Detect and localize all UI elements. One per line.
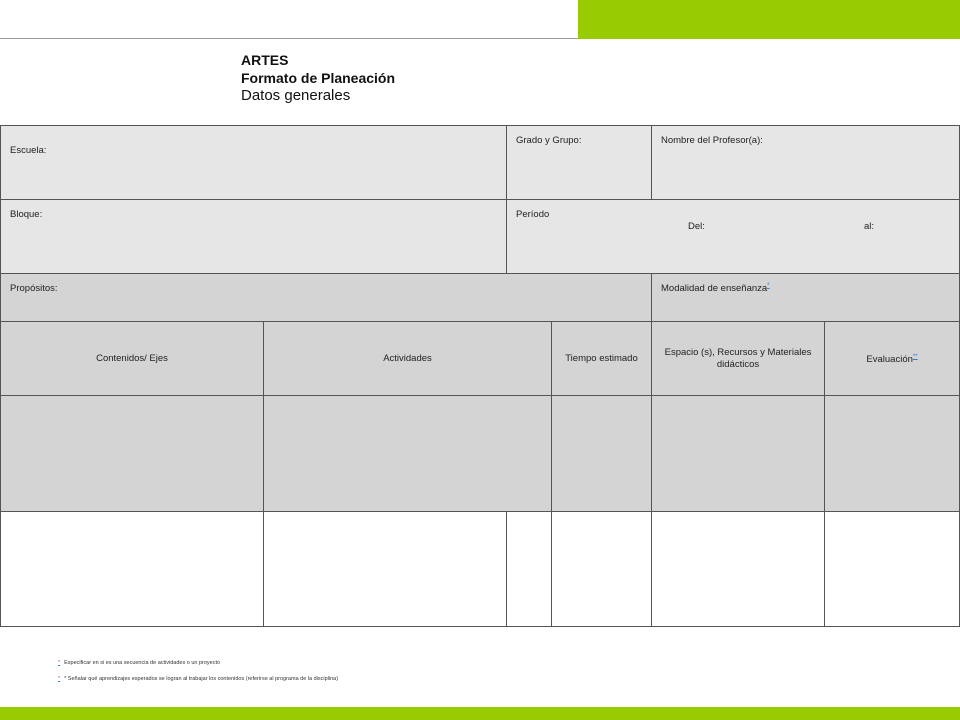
footnote-2 [58, 671, 338, 687]
bloque-field[interactable] [0, 199, 507, 274]
modalidad-label: Modalidad de enseñanza* [661, 283, 770, 295]
contenidos-cell[interactable] [0, 395, 264, 512]
actividades-cell[interactable] [263, 395, 552, 512]
header-evaluacion: Evaluación** [824, 321, 960, 396]
periodo-del-label: Del: [688, 221, 705, 232]
footnote-1 [58, 655, 338, 671]
actividades-cell[interactable] [263, 511, 507, 627]
header-espacio: Espacio (s), Recursos y Materiales didácticos [651, 321, 825, 396]
extra-cell[interactable] [506, 511, 552, 627]
periodo-field[interactable] [506, 199, 960, 274]
modalidad-footnote-link[interactable]: * [767, 283, 770, 289]
periodo-al-label: al: [864, 221, 875, 232]
tiempo-cell[interactable] [551, 395, 652, 512]
header-actividades: Actividades [263, 321, 552, 396]
tiempo-cell[interactable] [551, 511, 652, 627]
escuela-field[interactable] [0, 125, 507, 200]
profesor-label: Nombre del Profesor(a): [661, 135, 763, 146]
periodo-label: Período [516, 209, 550, 220]
header-divider-line [0, 38, 578, 39]
footnote-1-mark[interactable]: * [58, 660, 61, 666]
section-title: Datos generales [241, 87, 351, 104]
propositos-field[interactable] [0, 273, 652, 322]
espacio-cell[interactable] [651, 511, 825, 627]
evaluacion-footnote-link[interactable]: ** [912, 353, 918, 360]
evaluacion-cell[interactable] [824, 511, 960, 627]
page-subtitle: Formato de Planeación [241, 70, 396, 86]
footnotes [58, 655, 338, 687]
header-accent-bar [578, 0, 960, 39]
evaluacion-cell[interactable] [824, 395, 960, 512]
escuela-label: Escuela: [10, 145, 47, 156]
grado-grupo-field[interactable] [506, 125, 652, 200]
contenidos-cell[interactable] [0, 511, 264, 627]
modalidad-field[interactable] [651, 273, 960, 322]
profesor-field[interactable] [651, 125, 960, 200]
propositos-label: Propósitos: [10, 283, 58, 294]
page-title: ARTES [241, 52, 289, 68]
footer-accent-bar [0, 707, 960, 720]
bloque-label: Bloque: [10, 209, 43, 220]
header-tiempo: Tiempo estimado [551, 321, 652, 396]
espacio-cell[interactable] [651, 395, 825, 512]
grado-grupo-label: Grado y Grupo: [516, 135, 582, 146]
header-contenidos: Contenidos/ Ejes [0, 321, 264, 396]
footnote-2-text: * Señalar qué aprendizajes esperados se logran al trabajar los contenidos (referirse al programa de la disciplina) [64, 676, 339, 682]
footnote-2-mark[interactable]: * [58, 676, 61, 682]
title-block [241, 51, 395, 105]
footnote-1-text: Especificar en si es una secuencia de actividades o un proyecto [64, 660, 221, 666]
